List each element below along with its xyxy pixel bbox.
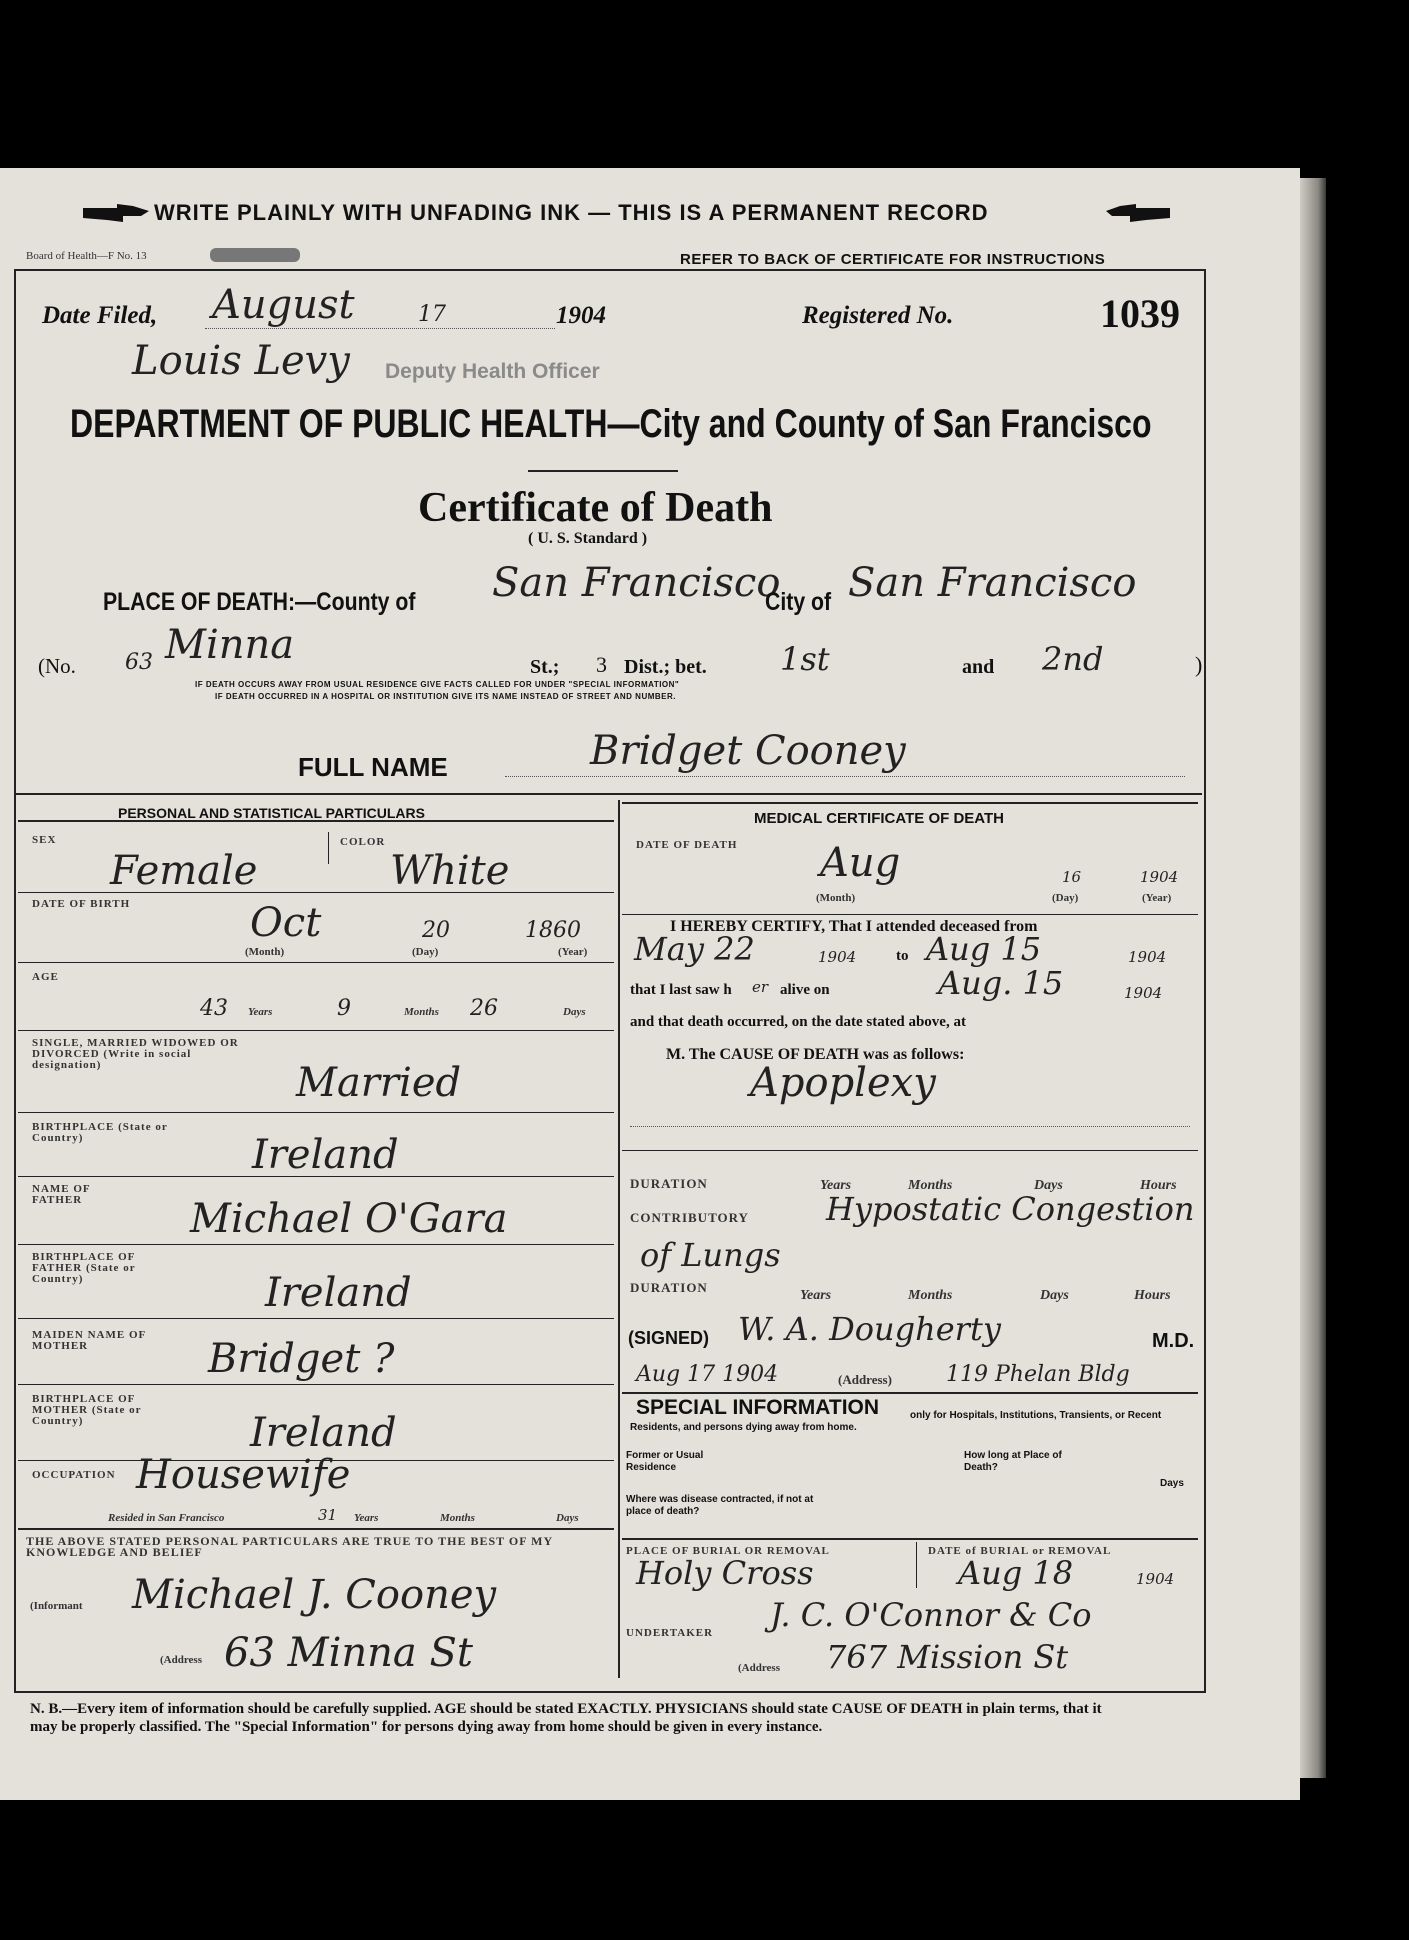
resided-years-label: Years — [354, 1512, 379, 1524]
pointing-hand-icon-right — [1106, 204, 1170, 222]
signed-date: Aug 17 1904 — [636, 1362, 779, 1387]
burial-place: Holy Cross — [636, 1554, 814, 1592]
signature-row-rule — [622, 1392, 1198, 1394]
county-value: San Francisco — [492, 560, 781, 606]
contributory-value-2: of Lungs — [640, 1236, 781, 1274]
former-residence-label: Former or Usual Residence — [626, 1450, 704, 1473]
disease-contracted-label: Where was disease contracted, if not at place of death? — [626, 1494, 814, 1517]
signed-label: (SIGNED) — [628, 1328, 709, 1348]
form-number: Board of Health—F No. 13 — [26, 250, 147, 262]
dob-year-label: (Year) — [558, 946, 588, 958]
and-label: and — [962, 656, 995, 678]
father-birthplace-label: BIRTHPLACE OF FATHER (State or Country) — [32, 1251, 136, 1285]
death-month: Aug — [820, 840, 901, 886]
sex-color-divider — [328, 832, 329, 864]
duration-years-label: Years — [820, 1178, 852, 1193]
certify-text: I HEREBY CERTIFY, That I attended deceased from — [670, 918, 1038, 935]
undertaker-label: UNDERTAKER — [626, 1627, 714, 1639]
age-months: 9 — [337, 996, 351, 1021]
special-info-title: SPECIAL INFORMATION — [636, 1396, 880, 1419]
resided-years: 31 — [318, 1506, 338, 1524]
personal-heading: PERSONAL AND STATISTICAL PARTICULARS — [118, 805, 425, 821]
father-label: NAME OF FATHER — [32, 1183, 91, 1206]
duration-label: DURATION — [630, 1176, 708, 1191]
paper-edge — [1300, 178, 1326, 1778]
attended-from-year: 1904 — [818, 948, 857, 966]
dob-row-rule — [18, 962, 614, 963]
resided-months-label: Months — [440, 1512, 475, 1524]
full-name-label: FULL NAME — [298, 752, 448, 782]
st-label: St.; — [530, 656, 560, 678]
close-paren: ) — [1195, 652, 1203, 677]
age-months-label: Months — [404, 1006, 439, 1018]
physician-signature: W. A. Dougherty — [738, 1310, 1001, 1348]
officer-title: Deputy Health Officer — [385, 360, 600, 383]
dob-month-label: (Month) — [245, 946, 285, 958]
duration-days-label: Days — [1034, 1178, 1063, 1193]
special-info-subtitle: only for Hospitals, Institutions, Transients, or Recent Residents, and persons dying away from home. — [630, 1410, 1162, 1433]
date-filed-day: 17 — [418, 302, 446, 327]
occupation-value: Housewife — [136, 1452, 351, 1498]
sex-row-rule — [18, 892, 614, 893]
contributory-label: CONTRIBUTORY — [630, 1210, 749, 1225]
death-month-label: (Month) — [816, 892, 856, 904]
last-saw-date: Aug. 15 — [938, 964, 1064, 1002]
refer-instructions: REFER TO BACK OF CERTIFICATE FOR INSTRUCTIONS — [680, 251, 1106, 268]
banner-text: WRITE PLAINLY WITH UNFADING INK — THIS IS A PERMANENT RECORD — [154, 200, 989, 225]
cause-line — [630, 1126, 1190, 1127]
birthplace-value: Ireland — [252, 1132, 399, 1178]
death-date-rule — [622, 914, 1198, 915]
last-saw-pronoun: er — [752, 978, 769, 996]
death-year: 1904 — [1140, 868, 1179, 886]
informant-address: 63 Minna St — [224, 1630, 473, 1676]
informant-address-label: (Address — [160, 1654, 202, 1666]
mother-row-rule — [18, 1384, 614, 1385]
dob-day: 20 — [422, 918, 450, 943]
cause-row-rule — [622, 1150, 1198, 1151]
duration-months-label: Months — [908, 1178, 953, 1193]
full-name-line — [505, 776, 1185, 777]
address-no-label: (No. — [38, 654, 76, 678]
duration-2-days-label: Days — [1040, 1288, 1069, 1303]
age-years-label: Years — [248, 1006, 273, 1018]
marital-value: Married — [296, 1060, 462, 1106]
age-days-label: Days — [563, 1006, 586, 1018]
duration-2-hours-label: Hours — [1134, 1288, 1171, 1303]
medical-heading-rule — [622, 802, 1198, 804]
officer-signature: Louis Levy — [132, 338, 350, 384]
physician-address-label: (Address) — [838, 1372, 892, 1387]
undertaker-value: J. C. O'Connor & Co — [770, 1596, 1092, 1634]
registered-label: Registered No. — [802, 302, 954, 329]
burial-divider — [916, 1542, 917, 1588]
resided-label: Resided in San Francisco — [108, 1512, 225, 1524]
undertaker-address-label: (Address — [738, 1662, 780, 1674]
dob-month: Oct — [250, 900, 322, 946]
age-label: AGE — [32, 971, 59, 983]
dob-label: DATE OF BIRTH — [32, 898, 131, 910]
father-value: Michael O'Gara — [190, 1196, 508, 1242]
place-of-death-label: PLACE OF DEATH:—County of — [103, 588, 416, 616]
certificate-subtitle: ( U. S. Standard ) — [528, 530, 648, 547]
between-street-2: 2nd — [1042, 640, 1104, 678]
place-note-2: IF DEATH OCCURRED IN A HOSPITAL OR INSTITUTION GIVE ITS NAME INSTEAD OF STREET AND NUMBER. — [215, 692, 677, 701]
address-no: 63 — [125, 650, 153, 675]
section-divider — [14, 793, 1202, 795]
department-underline — [528, 470, 678, 472]
medical-heading: MEDICAL CERTIFICATE OF DEATH — [754, 810, 1004, 827]
pointing-hand-icon-left — [83, 204, 149, 222]
city-value: San Francisco — [848, 560, 1137, 606]
birthplace-label: BIRTHPLACE (State or Country) — [32, 1121, 168, 1144]
true-statement: THE ABOVE STATED PERSONAL PARTICULARS ARE TRUE TO THE BEST OF MY KNOWLEDGE AND BELIEF — [26, 1534, 553, 1559]
special-row-rule — [622, 1538, 1198, 1540]
attended-to: Aug 15 — [926, 930, 1042, 968]
duration-2-months-label: Months — [908, 1288, 953, 1303]
date-filed-label: Date Filed, — [42, 302, 158, 329]
date-of-death-label: DATE OF DEATH — [636, 839, 738, 851]
duration-hours-label: Hours — [1140, 1178, 1177, 1193]
last-saw-year: 1904 — [1124, 984, 1163, 1002]
burial-date-label: DATE of BURIAL or REMOVAL — [928, 1545, 1112, 1557]
registered-number: 1039 — [1100, 291, 1180, 336]
informant-label: (Informant — [30, 1600, 83, 1612]
physician-address: 119 Phelan Bldg — [946, 1362, 1130, 1387]
column-divider — [618, 800, 620, 1678]
mother-birthplace-value: Ireland — [250, 1410, 397, 1456]
date-filed-line — [205, 328, 555, 329]
marital-label: SINGLE, MARRIED WIDOWED OR DIVORCED (Write in social designation) — [32, 1037, 239, 1071]
footer-note: N. B.—Every item of information should be carefully supplied. AGE should be stated EXACTLY. PHYSICIANS should state CAUSE OF DEATH in plain terms, that it may be properly classified. The "Special Information" for persons dying away from home should be given in every instance. — [30, 1701, 1102, 1735]
sex-label: SEX — [32, 834, 57, 846]
city-label: City of — [765, 588, 832, 616]
informant-value: Michael J. Cooney — [132, 1572, 497, 1618]
father-birthplace-row-rule — [18, 1318, 614, 1319]
mother-value: Bridget ? — [208, 1336, 395, 1382]
attended-to-year: 1904 — [1128, 948, 1167, 966]
occurred-text: and that death occurred, on the date stated above, at — [630, 1014, 966, 1030]
certificate-title: Certificate of Death — [418, 485, 773, 531]
father-row-rule — [18, 1244, 614, 1245]
birthplace-row-rule — [18, 1176, 614, 1177]
duration-2-years-label: Years — [800, 1288, 832, 1303]
occupation-label: OCCUPATION — [32, 1469, 116, 1481]
district-label: Dist.; bet. — [624, 656, 707, 678]
resided-days-label: Days — [556, 1512, 579, 1524]
dob-day-label: (Day) — [412, 946, 439, 958]
attended-from: May 22 — [634, 930, 755, 968]
father-birthplace-value: Ireland — [265, 1270, 412, 1316]
duration-label-2: DURATION — [630, 1280, 708, 1295]
date-filed-year: 1904 — [556, 302, 606, 329]
street-name: Minna — [165, 622, 295, 668]
age-days: 26 — [470, 996, 498, 1021]
dob-year: 1860 — [525, 918, 581, 943]
how-long-days-label: Days — [1160, 1478, 1184, 1489]
death-year-label: (Year) — [1142, 892, 1172, 904]
district-value: 3 — [596, 652, 607, 677]
contributory-value-1: Hypostatic Congestion — [826, 1190, 1195, 1228]
burial-year: 1904 — [1136, 1570, 1175, 1588]
age-years: 43 — [200, 996, 228, 1021]
marital-row-rule — [18, 1112, 614, 1113]
age-row-rule — [18, 1030, 614, 1031]
occupation-row-rule — [18, 1528, 614, 1530]
burial-place-label: PLACE OF BURIAL OR REMOVAL — [626, 1545, 830, 1557]
cause-label: M. The CAUSE OF DEATH was as follows: — [666, 1046, 965, 1063]
color-value: White — [390, 848, 510, 894]
mother-birthplace-label: BIRTHPLACE OF MOTHER (State or Country) — [32, 1393, 142, 1427]
burial-date: Aug 18 — [958, 1554, 1074, 1592]
md-label: M.D. — [1152, 1330, 1195, 1352]
cause-value: Apoplexy — [750, 1060, 936, 1106]
place-note-1: IF DEATH OCCURS AWAY FROM USUAL RESIDENCE GIVE FACTS CALLED FOR UNDER "SPECIAL INFORMATION" — [195, 680, 680, 689]
last-saw-prefix: that I last saw h — [630, 982, 732, 998]
date-filed-month: August — [212, 282, 355, 328]
sex-value: Female — [110, 848, 258, 894]
color-label: COLOR — [340, 836, 386, 848]
last-saw-suffix: alive on — [780, 982, 830, 998]
between-street-1: 1st — [780, 640, 830, 678]
death-day: 16 — [1062, 868, 1082, 886]
full-name-value: Bridget Cooney — [590, 728, 906, 774]
death-day-label: (Day) — [1052, 892, 1079, 904]
mother-label: MAIDEN NAME OF MOTHER — [32, 1329, 146, 1352]
seal-icon — [210, 248, 300, 262]
to-label: to — [896, 948, 909, 964]
department-title: DEPARTMENT OF PUBLIC HEALTH—City and County of San Francisco — [70, 402, 1152, 446]
undertaker-address: 767 Mission St — [826, 1638, 1069, 1676]
how-long-label: How long at Place of Death? — [964, 1450, 1062, 1473]
